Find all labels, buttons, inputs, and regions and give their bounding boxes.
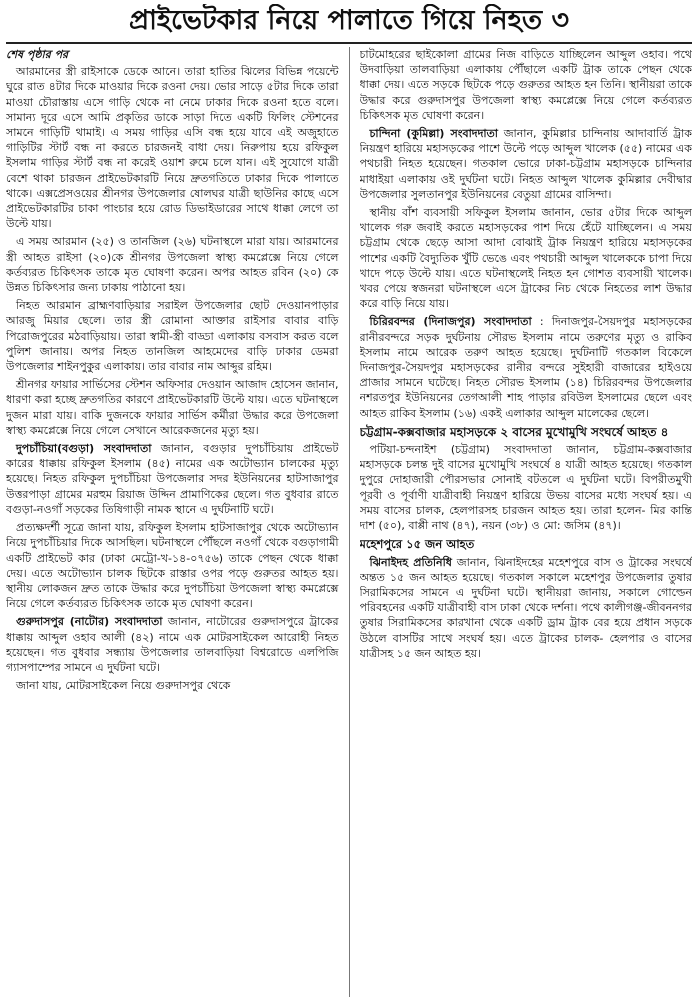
paragraph: [6, 64, 339, 231]
paragraph: [360, 314, 693, 420]
headline-rule: [6, 42, 692, 44]
headline: প্রাইভেটকার নিয়ে পালাতে গিয়ে নিহত ৩: [128, 5, 570, 36]
paragraph-text: জানান, নাটোরের গুরুদাসপুরে ট্রাকের ধাক্কায় আব্দুল ওহাব আলী (৪২) নামে এক মোটরসাইকেল আরোহী নিহত হয়েছেন। গত বুধবার সন্ধ্যায় উপজেলার তালবাড়িয়া বিশ্বরোডে এলপিজি গ্যাসপাম্পের সামনে এ দুর্ঘটনা ঘটে।: [6, 615, 339, 674]
dateline: চান্দিনা (কুমিল্লা) সংবাদদাতা: [369, 127, 498, 141]
article-body: [6, 47, 692, 997]
paragraph: [360, 47, 693, 123]
paragraph-text: শ্রীনগর ফায়ার সার্ভিসের স্টেশন অফিসার দেওয়ান আজাদ হোসেন জানান, ধারণা করা হচ্ছে দ্রুতগতির কারণে প্রাইভেটকারটি উল্টে যায়। এতে ঘটনাস্থলে দুজন মারা যায়। বাকি দুজনকে ফায়ার সার্ভিস কর্মীরা উদ্ধার করে উপজেলা স্বাস্থ্য কমপ্লেক্সে নিয়ে গেলে সেখানে আরেকজনের মৃত্যু হয়।: [6, 378, 339, 437]
paragraph-text: জানান, বগুড়ার দুপচাঁচিয়ায় প্রাইভেট কারের ধাক্কায় রফিকুল ইসলাম (৪৫) নামের এক অটোভ্যান চালকের মৃত্যু হয়েছে। নিহত রফিকুল দুপচাঁচিয়া উপজেলার সদর ইউনিয়নের হাটসাজাপুর উত্তরপাড়া গ্রামের মরহুম রিয়াজ উদ্দিন প্রামাণিকের ছেলে। গত বুধবার রাতে বগুড়া-নওগাঁ সড়কের তিষিগাড়ী নামক স্থানে এ দুর্ঘটনাটি ঘটে।: [6, 442, 339, 516]
paragraph-text: এ সময় আরমান (২৫) ও তানজিল (২৬) ঘটনাস্থলে মারা যায়। আরমানের স্ত্রী আহত রাইসা (২০)কে শ্রীনগর উপজেলা স্বাস্থ্য কমপ্লেক্সে নিয়ে গেলে কর্তব্যরত চিকিৎসক তাকে মৃত ঘোষণা করেন। অপর আহত রবিন (২০) কে উন্নত চিকিৎসার জন্য ঢাকায় পাঠানো হয়।: [6, 235, 339, 295]
paragraph-text: প্রত্যক্ষদর্শী সূত্রে জানা যায়, রফিকুল ইসলাম হাটসাজাপুর থেকে অটোভ্যান নিয়ে দুপচাঁচিয়ার দিকে আসছিল। ঘটনাস্থলে পৌঁছলে নওগাঁ থেকে বগুড়াগামী একটি প্রাইভেট কার (ঢাকা মেট্রো-খ-১৪-০৭৫৬) তাকে পেছন থেকে ধাক্কা দেয়। এতে অটোভ্যান চালক ছিটকে রাস্তার ওপর পড়ে গুরুতর আহত হয়। স্থানীয় লোকজন দ্রুত তাকে উদ্ধার করে দুপচাঁচিয়া উপজেলা স্বাস্থ্য কমপ্লেক্সে নিয়ে গেলে কর্তব্যরত চিকিৎসক তাকে মৃত ঘোষণা করেন।: [6, 521, 339, 611]
paragraph: [6, 614, 339, 675]
paragraph-text: : দিনাজপুর-সৈয়দপুর মহাসড়কের রানীরবন্দরে সড়ক দুর্ঘটনায় সৌরভ ইসলাম নামে তরুণের মৃত্যু ও রাকিব ইসলাম নামে আরেক তরুণ আহত হয়েছে। দুর্ঘটনাটি গতকাল বিকেলে দিনাজপুর-সৈয়দপুর মহাসড়কের রানীর বন্দরে সুইহারী বাজারের হাইওয়ে প্রাজার সামনে ঘটেছে। নিহত সৌরভ ইসলাম (১৪) চিরিরবন্দর উপজেলার নশরতপুর ইউনিয়নের তেগআলী শাহ পাড়ার রবিউল ইসলামের ছেলে এবং আহত রাকিব ইসলাম (১৬) একই এলাকার আব্দুল মালেকের ছেলে।: [359, 315, 692, 420]
paragraph: [360, 205, 693, 311]
dateline: দুপচাঁচিয়া(বগুড়া) সংবাদদাতা: [16, 442, 152, 456]
right-column: [360, 47, 693, 997]
paragraph-text: নিহত আরমান ব্রাহ্মণবাড়িয়ার সরাইল উপজেলার ছোট দেওয়ানপাড়ার আরজু মিয়ার ছেলে। তার স্ত্রী রোমানা আক্তার রাইসার বাবার বাড়ি পিরোজপুরের মঠবাড়িয়ায়। তারা স্বামী-স্ত্রী বাড্ডা এলাকায় বসবাস করত বলে পুলিশ জানায়। অপর নিহত তানজিল আহমেদের বাড়ি ঢাকার ডেমরা উপজেলার শাইনপুকুর এলাকায়। তার বাবার নাম আব্দুর রহিম।: [6, 299, 339, 374]
paragraph: [360, 555, 693, 661]
dateline: ঝিনাইদহ প্রতিনিধি: [369, 555, 452, 569]
paragraph-text: আরমানের স্ত্রী রাইসাকে ডেকে আনে। তারা হাতির ঝিলের বিভিন্ন পয়েন্টে ঘুরে রাত ৪টার দিকে মাওয়ার দিকে রওনা দেয়। ভোর সাড়ে ৫টার দিকে তারা মাওয়া চৌরাস্তায় এসে গাড়ি থেকে না নেমে ঢাকার দিকে রওনা হতে বলে। সামান্য দূরে এসে আমি প্রকৃতির ডাকে সাড়া দিতে একটি ফিলিং স্টেশনের সামনে গাড়িটি থামাই। এ সময় গাড়ির এসি বন্ধ হয়ে যাবে এই অজুহাতে গাড়িটির স্টার্ট বন্ধ না করতে চারজনই বাধা দেয়। নিরুপায় হয়ে রফিকুল ইসলাম গাড়ির স্টার্ট বন্ধ না করেই ওয়াশ রুমে চলে যান। এই সুযোগে যাত্রী বেশে থাকা চারজন প্রাইভেটকারটি নিয়ে দ্রুতগতিতে ঢাকার দিকে পালাতে থাকে। এক্সপ্রেসওয়ের শ্রীনগর উপজেলার ষোলঘর যাত্রী ছাউনির কাছে এসে প্রাইভেটকারটির চাকা পাংচার হয়ে রোড ডিভাইডারের সাথে ধাক্কা লেগে তা উল্টে যায়।: [6, 65, 339, 231]
dateline: গুরুদাসপুর (নাটোর) সংবাদদাতা: [16, 615, 163, 629]
paragraph: [6, 678, 339, 693]
paragraph-text: জানান, ঝিনাইদহের মহেশপুরে বাস ও ট্রাকের সংঘর্ষে অন্তত ১৫ জন আহত হয়েছে। গতকাল সকালে মহেশপুর উপজেলার তুষার সিরামিকসের সামনে এ দুর্ঘটনা ঘটে। স্থানীয়রা জানায়, সকালে গোল্ডেন পরিবহনের একটি যাত্রীবাহী বাস ঢাকা থেকে দর্শনা। পথে কালীগঞ্জ-জীবননগর তুষার সিরামিকসের কারখানা থেকে একটি ড্রাম ট্রাক বের হয়ে প্রধান সড়কে উঠলে বাসটির সাথে সংঘর্ষ হয়। এতে ট্রাকের চালক- হেলপার ও বাসের যাত্রীসহ ১৫ জন আহত হয়।: [359, 555, 692, 660]
paragraph: [6, 377, 339, 438]
section-heading: চট্টগ্রাম-কক্সবাজার মহাসড়কে ২ বাসের মুখোমুখি সংঘর্ষে আহত ৪: [359, 424, 669, 439]
left-column: [6, 47, 339, 997]
paragraph-text: স্থানীয় বাঁশ ব্যবসায়ী সফিকুল ইসলাম জানান, ভোর ৫টার দিকে আব্দুল খালেক গরু জবাই করতে মহাসড়কের পাশ দিয়ে হেঁটে যাচ্ছিলেন। এ সময় চট্টগ্রাম থেকে ছেড়ে আসা আদা বোঝাই ট্রাক নিয়ন্ত্রণ হারিয়ে মহাসড়কের পাশের একটি বৈদ্যুতিক খুঁটি ভেঙে এবং পথচারী আব্দুল খালেককে চাপা দিয়ে খাদে পড়ে উল্টে যায়। এতে ঘটনাস্থলেই নিহত হন গোশত ব্যবসায়ী খালেক। খবর পেয়ে স্বজনরা ঘটনাস্থলে এসে ট্রাকের নিচ থেকে নিহতের লাশ উদ্ধার করে বাড়ি নিয়ে যায়।: [359, 206, 692, 311]
paragraph: [6, 298, 339, 374]
paragraph: [6, 520, 339, 611]
dateline: চিরিরবন্দর (দিনাজপুর) সংবাদদাতা: [369, 315, 532, 329]
paragraph-text: চাটমোহরের ছাইকোলা গ্রামের নিজ বাড়িতে যাচ্ছিলেন আব্দুল ওহাব। পথে উদবাড়িয়া তালবাড়িয়া এলাকায় পৌঁছালে একটি ট্রাক তাকে পেছন থেকে ধাক্কা দেয়। এতে সড়কে ছিটকে পড়ে গুরুতর আহত হন তিনি। স্থানীয়রা তাকে উদ্ধার করে গুরুদাসপুর উপজেলা স্বাস্থ্য কমপ্লেক্সে নিয়ে গেলে কর্তব্যরত চিকিৎসক মৃত ঘোষণা করেন।: [359, 48, 692, 122]
paragraph: [360, 442, 693, 533]
paragraph-text: জানা যায়, মোটরসাইকেল নিয়ে গুরুদাসপুর থেকে: [16, 679, 231, 693]
column-divider: [349, 47, 350, 997]
paragraph: [6, 234, 339, 295]
paragraph: [6, 441, 339, 517]
section-heading: মহেশপুরে ১৫ জন আহত: [359, 537, 475, 552]
paragraph: [360, 126, 693, 202]
paragraph-text: পটিয়া-চন্দনাইশ (চট্টগ্রাম) সংবাদদাতা জানান, চট্টগ্রাম-কক্সবাজার মহাসড়কে চলন্ত দুই বাসের মুখোমুখি সংঘর্ষে ৪ যাত্রী আহত হয়েছে। গতকাল দুপুরে দোহাজারী পৌরসভার সোনাই বটতলে এ দুর্ঘটনা ঘটে। বিপরীতমুখী পূরবী ও পূর্বাণী যাত্রীবাহী নিয়ন্ত্রণ হারিয়ে উভয় বাসের মধ্যে সংঘর্ষ হয়। এ সময় বাসের চালক, হেলপারসহ চারজন আহত হয়। তারা হলেন- মির কান্তি দাশ (৫০), বাপ্পী নাথ (৪৭), নয়ন (৩৮) ও মো: জসিম (৪৭)।: [359, 443, 692, 533]
continued-label: শেষ পৃষ্ঠার পর: [6, 48, 69, 61]
paragraph-text: জানান, কুমিল্লার চান্দিনায় আদাবার্তি ট্রাক নিয়ন্ত্রণ হারিয়ে মহাসড়কের পাশে উল্টে পড়ে আব্দুল খালেক (৫৫) নামের এক পথচারী নিহত হয়েছেন। গতকাল ভোরে ঢাকা-চট্টগ্রাম মহাসড়কে চান্দিনার মাধাইয়া এলাকায় ওই দুর্ঘটনা ঘটে। নিহত আব্দুল খালেক কুমিল্লার দেবীদ্বার উপজেলার সুলতানপুর ইউনিয়নের বেতুয়া গ্রামের বাসিন্দা।: [359, 127, 692, 201]
